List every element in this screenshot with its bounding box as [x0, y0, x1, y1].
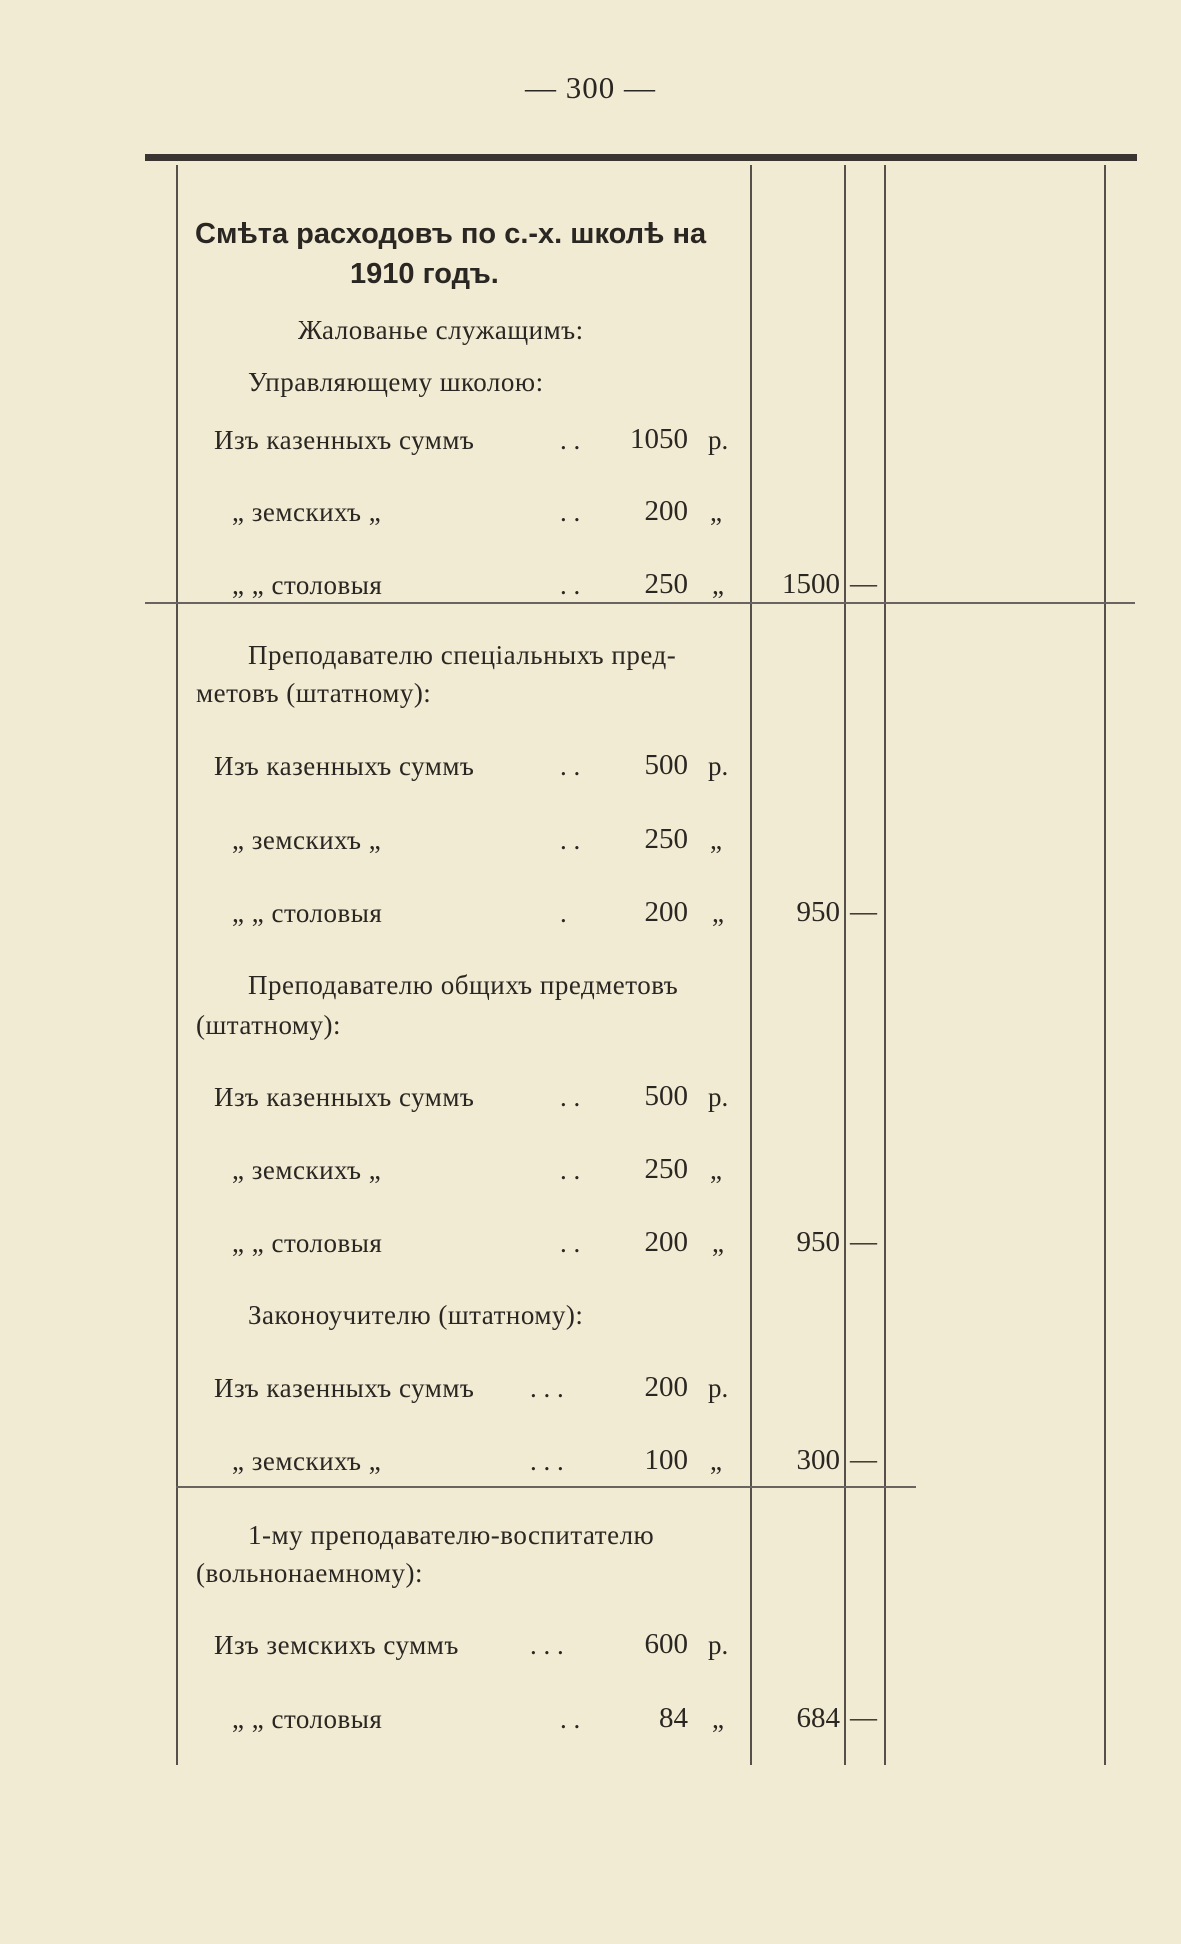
row-label: „ земскихъ „ — [232, 497, 382, 527]
section-heading: Управляющему школою: — [248, 367, 544, 397]
row-label: Изъ казенныхъ суммъ — [214, 425, 475, 455]
section-heading: Законоучителю (штатному): — [248, 1300, 584, 1330]
row-amount: 200 — [644, 495, 688, 527]
row-amount: 250 — [644, 1153, 688, 1185]
row-label: „ „ столовыя — [232, 1228, 383, 1258]
row-unit: „ — [712, 898, 724, 928]
section-total: 1500 — [782, 568, 840, 600]
section-total: 300 — [796, 1444, 840, 1476]
title-line-1: Смѣта расходовъ по с.-х. школѣ на — [195, 218, 707, 250]
row-dots: . . — [560, 825, 581, 855]
column-line-total — [844, 165, 846, 1765]
section-total: 950 — [796, 1226, 840, 1258]
section-heading: Преподавателю спеціальныхъ пред- — [248, 640, 677, 670]
row-unit: „ — [712, 1704, 724, 1734]
row-amount: 1050 — [630, 423, 688, 455]
row-dots: . . — [560, 1155, 581, 1185]
row-dots: . . . — [530, 1630, 564, 1660]
salary-heading: Жалованье служащимъ: — [298, 315, 584, 345]
column-line-right — [884, 165, 886, 1765]
document-title — [195, 214, 740, 294]
row-label: „ земскихъ „ — [232, 1155, 382, 1185]
kopecks-dash: — — [850, 1226, 877, 1256]
column-line-left — [176, 165, 178, 1765]
row-dots: . . — [560, 751, 581, 781]
row-dots: . . — [560, 1082, 581, 1112]
row-unit: „ — [710, 825, 722, 855]
row-unit: р. — [708, 1082, 729, 1112]
row-amount: 200 — [644, 896, 688, 928]
column-line-far-right — [1104, 165, 1106, 1765]
row-label: „ земскихъ „ — [232, 825, 382, 855]
row-label: Изъ земскихъ суммъ — [214, 1630, 459, 1660]
row-unit: р. — [708, 425, 729, 455]
row-amount: 200 — [644, 1371, 688, 1403]
row-label: Изъ казенныхъ суммъ — [214, 1082, 475, 1112]
page-number: — 300 — — [525, 70, 656, 105]
row-label: „ „ столовыя — [232, 898, 383, 928]
row-amount: 250 — [644, 823, 688, 855]
row-dots: . . — [560, 497, 581, 527]
row-dots: . . — [560, 1704, 581, 1734]
column-line-amount — [750, 165, 752, 1765]
row-amount: 200 — [644, 1226, 688, 1258]
section-heading-cont: метовъ (штатному): — [196, 678, 432, 708]
section-total: 684 — [796, 1702, 840, 1734]
section-heading: 1-му преподавателю-воспитателю — [248, 1520, 655, 1550]
row-dots: . . — [560, 425, 581, 455]
section-total: 950 — [796, 896, 840, 928]
row-dots: . . — [560, 1228, 581, 1258]
row-dots: . . . — [530, 1446, 564, 1476]
row-dots: . — [560, 898, 567, 928]
row-label: Изъ казенныхъ суммъ — [214, 1373, 475, 1403]
row-amount: 250 — [644, 568, 688, 600]
row-label: „ земскихъ „ — [232, 1446, 382, 1476]
row-label: „ „ столовыя — [232, 570, 383, 600]
row-label: „ „ столовыя — [232, 1704, 383, 1734]
row-unit: „ — [710, 1446, 722, 1476]
row-amount: 500 — [644, 749, 688, 781]
row-amount: 84 — [659, 1702, 688, 1734]
separator-line — [176, 1486, 916, 1488]
section-heading-cont: (вольнонаемному): — [196, 1558, 423, 1588]
row-unit: р. — [708, 1630, 729, 1660]
row-label: Изъ казенныхъ суммъ — [214, 751, 475, 781]
row-unit: р. — [708, 1373, 729, 1403]
top-rule — [145, 154, 1137, 161]
row-dots: . . . — [530, 1373, 564, 1403]
kopecks-dash: — — [850, 568, 877, 598]
kopecks-dash: — — [850, 1444, 877, 1474]
row-unit: „ — [712, 1228, 724, 1258]
title-line-2: 1910 годъ. — [350, 258, 499, 290]
row-dots: . . — [560, 570, 581, 600]
section-heading-cont: (штатному): — [196, 1010, 342, 1040]
row-amount: 600 — [644, 1628, 688, 1660]
row-unit: „ — [710, 497, 722, 527]
row-amount: 100 — [644, 1444, 688, 1476]
kopecks-dash: — — [850, 896, 877, 926]
row-unit: „ — [710, 1155, 722, 1185]
section-heading: Преподавателю общихъ предметовъ — [248, 970, 679, 1000]
kopecks-dash: — — [850, 1702, 877, 1732]
row-unit: „ — [712, 570, 724, 600]
row-amount: 500 — [644, 1080, 688, 1112]
row-unit: р. — [708, 751, 729, 781]
separator-line — [145, 602, 1135, 604]
